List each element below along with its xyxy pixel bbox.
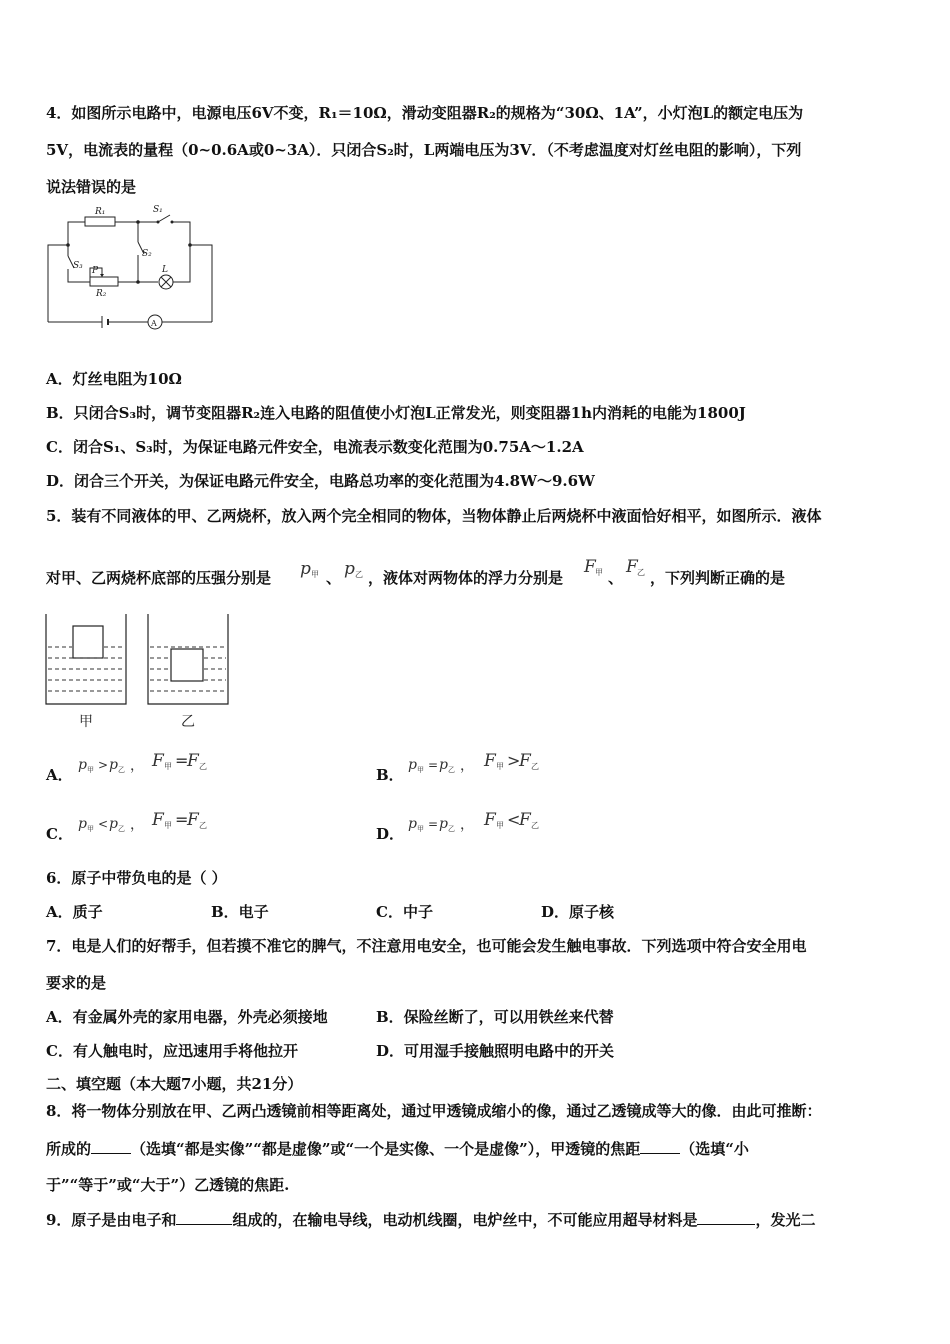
svg-text:p: p (439, 816, 448, 832)
label-s3: S₃ (73, 261, 83, 271)
q5-option-b-math (406, 752, 546, 780)
label-r1: R₁ (95, 207, 106, 217)
q8-line2-part3: （选填“小 (680, 1140, 749, 1158)
svg-text:p: p (300, 559, 311, 579)
q9-line1-part1: 9．原子是由电子和 (46, 1211, 177, 1229)
q7-option-b: B．保险丝断了，可以用铁丝来代替 (376, 1008, 614, 1026)
q4-option-b: B．只闭合S₃时，调节变阻器R₂连入电路的阻值使小灯泡L正常发光，则变阻器1h内消耗的电能为1800J (46, 404, 746, 422)
q7-option-a: A．有金属外壳的家用电器，外壳必须接地 (46, 1008, 328, 1026)
q8-line2-part2: （选填“都是实像”“都是虚像”或“一个是实像、一个是虚像”），甲透镜的焦距 (131, 1140, 641, 1158)
svg-text:甲: 甲 (496, 821, 504, 830)
circuit-diagram (40, 200, 220, 332)
svg-text:F: F (484, 752, 496, 771)
svg-text:F: F (626, 557, 638, 577)
svg-text:甲: 甲 (87, 825, 94, 833)
q5-line2-part3: ，下列判断正确的是 (650, 569, 786, 587)
svg-text:>: > (507, 752, 521, 770)
q5-sep1: 、 (326, 569, 342, 587)
svg-text:p: p (344, 559, 355, 579)
svg-text:F: F (484, 811, 496, 830)
q9-line1 (46, 1210, 815, 1229)
svg-text:，: ， (460, 817, 474, 833)
svg-text:，: ， (130, 817, 144, 833)
q8-blank-1[interactable] (91, 1139, 131, 1154)
svg-text:乙: 乙 (448, 825, 455, 833)
svg-text:甲: 甲 (87, 766, 94, 774)
q6-option-b: B．电子 (211, 903, 269, 921)
label-s1: S₁ (153, 205, 163, 215)
q5-option-c-label: C． (46, 825, 73, 843)
q6-option-c: C．中子 (376, 903, 433, 921)
svg-text:F: F (519, 752, 531, 771)
svg-text:乙: 乙 (531, 821, 539, 830)
svg-text:乙: 乙 (199, 821, 207, 830)
svg-text:=: = (428, 817, 439, 831)
svg-text:F: F (152, 752, 164, 771)
svg-text:p: p (78, 757, 87, 773)
svg-text:=: = (175, 752, 189, 770)
svg-text:甲: 甲 (417, 766, 424, 774)
q7-option-c: C．有人触电时，应迅速用手将他拉开 (46, 1042, 298, 1060)
q4-line3: 说法错误的是 (46, 178, 137, 196)
q4-line1: 4．如图所示电路中，电源电压6V不变，R₁＝10Ω，滑动变阻器R₂的规格为“30Ω、1A”，小灯泡L的额定电压为 (46, 104, 804, 122)
svg-text:乙: 乙 (118, 825, 125, 833)
math-p-jia (298, 558, 328, 584)
q6-option-a: A．质子 (46, 903, 103, 921)
svg-text:乙: 乙 (448, 766, 455, 774)
label-r2: R₂ (96, 289, 107, 299)
q7-option-d: D．可用湿手接触照明电路中的开关 (376, 1042, 615, 1060)
svg-text:甲: 甲 (164, 821, 172, 830)
svg-text:F: F (584, 557, 596, 577)
q6-option-d: D．原子核 (541, 903, 615, 921)
q5-option-c-math (76, 811, 216, 839)
svg-text:乙: 乙 (637, 568, 645, 577)
svg-text:p: p (408, 816, 417, 832)
svg-text:p: p (439, 757, 448, 773)
q9-line1-part3: ，发光二 (755, 1211, 816, 1229)
svg-text:F: F (152, 811, 164, 830)
q8-line2-part1: 所成的 (46, 1140, 92, 1158)
q9-line1-part2: 组成的，在输电导线，电动机线圈，电炉丝中，不可能应用超导材料是 (232, 1211, 698, 1229)
svg-text:p: p (78, 816, 87, 832)
svg-text:甲: 甲 (417, 825, 424, 833)
q5-option-d-label: D． (376, 825, 405, 843)
svg-text:甲: 甲 (496, 762, 504, 771)
label-a: A (151, 319, 157, 328)
q8-line3: 于”“等于”或“大于”）乙透镜的焦距. (46, 1176, 290, 1194)
q8-line2 (46, 1139, 749, 1158)
q8-blank-2[interactable] (640, 1139, 680, 1154)
svg-text:=: = (428, 758, 439, 772)
q6-stem: 6．原子中带负电的是（ ） (46, 869, 227, 887)
svg-text:乙: 乙 (199, 762, 207, 771)
svg-text:甲: 甲 (164, 762, 172, 771)
q5-line2-part1: 对甲、乙两烧杯底部的压强分别是 (46, 569, 272, 587)
svg-text:F: F (187, 811, 199, 830)
q5-line1: 5．装有不同液体的甲、乙两烧杯，放入两个完全相同的物体，当物体静止后两烧杯中液面恰好相平，如图所示．液体 (46, 507, 822, 525)
q5-line2-part2: ，液体对两物体的浮力分别是 (368, 569, 564, 587)
svg-text:p: p (408, 757, 417, 773)
label-p: P (92, 266, 99, 276)
svg-text:F: F (519, 811, 531, 830)
q4-option-a: A．灯丝电阻为10Ω (46, 370, 182, 388)
svg-text:<: < (98, 817, 109, 831)
q4-option-d: D．闭合三个开关，为保证电路元件安全，电路总功率的变化范围为4.8W～9.6W (46, 472, 595, 490)
q5-option-a-label: A． (46, 766, 73, 784)
svg-text:>: > (98, 758, 109, 772)
svg-text:，: ， (130, 758, 144, 774)
q9-blank-1[interactable] (176, 1210, 232, 1225)
svg-text:=: = (175, 811, 189, 829)
beaker-jia-label: 甲 (79, 714, 93, 730)
q5-option-a-math (76, 752, 216, 780)
svg-text:p: p (109, 816, 118, 832)
svg-text:乙: 乙 (118, 766, 125, 774)
svg-text:甲: 甲 (595, 568, 603, 577)
beakers-figure (40, 612, 240, 732)
q5-sep2: 、 (608, 569, 624, 587)
svg-text:F: F (187, 752, 199, 771)
section-title: 二、填空题（本大题7小题，共21分） (46, 1075, 303, 1093)
q5-option-d-math (406, 811, 546, 839)
q4-line2: 5V，电流表的量程（0~0.6A或0~3A）．只闭合S₂时，L两端电压为3V．（不考虑温度对灯丝电阻的影响），下列 (46, 141, 802, 159)
q9-blank-2[interactable] (697, 1210, 755, 1225)
q7-line1: 7．电是人们的好帮手，但若摸不准它的脾气，不注意用电安全，也可能会发生触电事故．下列选项中符合安全用电 (46, 937, 807, 955)
q7-line2: 要求的是 (46, 974, 107, 992)
beaker-yi-label: 乙 (181, 714, 195, 730)
svg-text:乙: 乙 (531, 762, 539, 771)
svg-text:p: p (109, 757, 118, 773)
label-s2: S₂ (142, 249, 152, 259)
svg-text:甲: 甲 (311, 570, 319, 579)
q4-option-c: C．闭合S₁、S₃时，为保证电路元件安全，电流表示数变化范围为0.75A～1.2A (46, 438, 584, 456)
svg-text:乙: 乙 (355, 570, 363, 579)
label-l: L (162, 265, 168, 275)
svg-text:<: < (507, 811, 521, 829)
svg-text:，: ， (460, 758, 474, 774)
q5-option-b-label: B． (376, 766, 404, 784)
q8-line1: 8．将一物体分别放在甲、乙两凸透镜前相等距离处，通过甲透镜成缩小的像，通过乙透镜成等大的像．由此可推断： (46, 1102, 822, 1120)
